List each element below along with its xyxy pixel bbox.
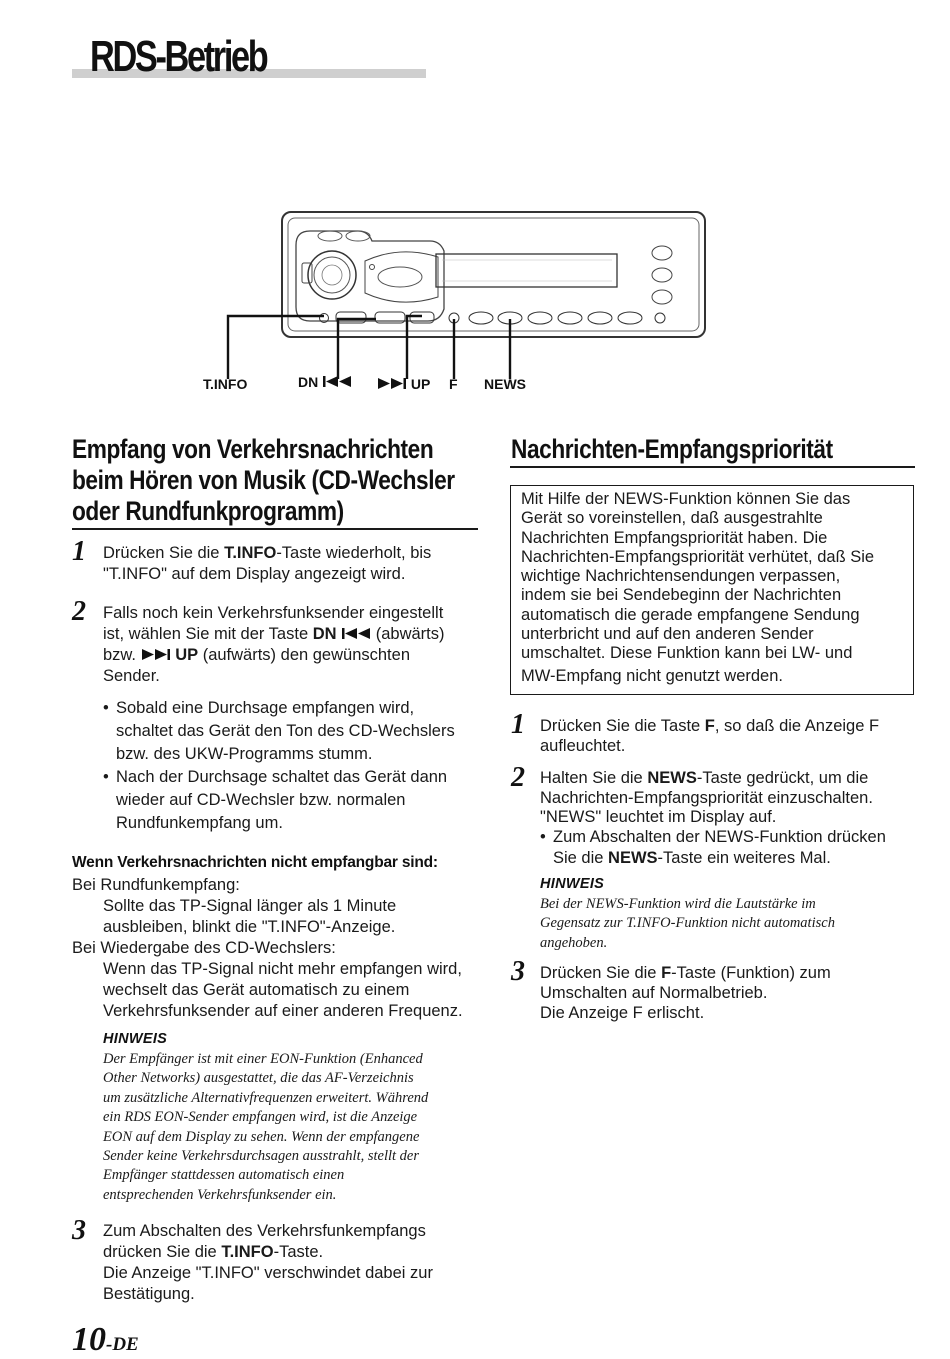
bullet-line: Rundfunkempfang um.: [116, 814, 283, 832]
info-line: automatisch die gerade empfangene Sendung: [521, 605, 860, 624]
bullet-line: Nach der Durchsage schaltet das Gerät dann: [116, 768, 448, 786]
bold-text-run: UP: [175, 646, 199, 664]
bullet-line: bzw. des UKW-Programms stumm.: [116, 745, 373, 763]
info-line: umschaltet. Diese Funktion kann bei LW- und: [521, 644, 853, 663]
radio-text-line-2: ausbleiben, blinkt die "T.INFO"-Anzeige.: [103, 918, 396, 936]
skip-forward-icon: [377, 377, 407, 390]
label-up: [377, 376, 430, 392]
text-run: -Taste (Funktion) zum: [671, 964, 831, 982]
right-step-3-line-1: [540, 963, 920, 983]
right-heading-rule: [510, 466, 915, 468]
right-step-1-line-1: [540, 716, 920, 736]
left-step-1-text: [103, 543, 483, 585]
right-step-3-line-3: Die Anzeige F erlischt.: [540, 1004, 705, 1022]
text-run: Drücken Sie die: [540, 964, 662, 982]
skip-forward-icon: [141, 648, 171, 661]
page-title: RDS-Betrieb: [90, 32, 267, 81]
bullet-line: Sobald eine Durchsage empfangen wird,: [116, 699, 415, 717]
text-run: -Taste.: [273, 1243, 324, 1261]
label-f: F: [449, 376, 458, 392]
text-run: drücken Sie die: [103, 1243, 222, 1261]
info-line: Nachrichten Empfangspriorität haben. Die: [521, 528, 828, 547]
left-step-2-line-2: [103, 624, 483, 645]
right-step-2-line-2: Nachrichten-Empfangspriorität einzuschalten.: [540, 788, 873, 807]
hinweis-line: Der Empfänger ist mit einer EON-Funktion (Enhanced: [103, 1051, 423, 1067]
text-run: Drücken Sie die: [103, 544, 225, 562]
bold-text-run: F: [704, 717, 715, 735]
left-step-3-line-4: Bestätigung.: [103, 1285, 195, 1303]
bullet-dot: •: [540, 827, 546, 846]
hinweis-line: entsprechenden Verkehrsfunksender ein.: [103, 1186, 337, 1203]
right-step-1-number: 1: [511, 709, 525, 740]
left-heading-line-3: oder Rundfunkprogramm): [72, 496, 344, 526]
right-step-2-number: 2: [511, 762, 525, 793]
left-hinweis-title: HINWEIS: [103, 1031, 168, 1047]
cd-text-line-1: Wenn das TP-Signal nicht mehr empfangen wird,: [103, 960, 462, 978]
text-run: Drücken Sie die Taste: [540, 717, 705, 735]
left-step-3-text: [103, 1221, 483, 1305]
text-run: , so daß die Anzeige F: [714, 717, 880, 735]
skip-back-icon: [322, 375, 352, 388]
right-hinweis-title: HINWEIS: [540, 876, 605, 892]
left-heading-line-2: beim Hören von Musik (CD-Wechsler: [72, 465, 455, 495]
hinweis-line: Empfänger stattdessen automatisch einen: [103, 1167, 345, 1184]
text-run: -Taste wiederholt, bis: [276, 544, 432, 562]
info-line: Nachrichten-Empfangspriorität verhütet, daß Sie: [521, 547, 875, 566]
bold-text-run: DN: [312, 625, 337, 643]
text-run: (abwärts): [371, 625, 445, 643]
bullet-line: [553, 849, 925, 869]
right-heading: Nachrichten-Empfangspriorität: [511, 434, 833, 464]
text-run: bzw.: [103, 646, 141, 664]
info-line: Gerät so voreinstellen, daß ausgestrahlte: [521, 509, 823, 528]
left-step-3-number: 3: [72, 1215, 86, 1246]
right-step-2-line-3: "NEWS" leuchtet im Display auf.: [540, 808, 777, 826]
left-step-2-line-3: [103, 645, 483, 666]
bold-text-run: NEWS: [608, 849, 658, 867]
left-heading-line-1: Empfang von Verkehrsnachrichten: [72, 434, 434, 464]
hinweis-line: Gegensatz zur T.INFO-Funktion nicht automatisch: [540, 915, 835, 932]
hinweis-line: Bei der NEWS-Funktion wird die Lautstärke im: [540, 896, 816, 912]
right-step-3-text: [540, 963, 920, 1023]
right-step-3-line-2: Umschalten auf Normalbetrieb.: [540, 984, 768, 1002]
skip-back-icon: [341, 627, 371, 640]
news-info-text: [521, 490, 906, 686]
left-step-1-line-2: "T.INFO" auf dem Display angezeigt wird.: [103, 565, 406, 583]
bullet-dot: •: [103, 768, 109, 786]
label-dn: [298, 374, 352, 390]
no-traffic-subheading: Wenn Verkehrsnachrichten nicht empfangbar sind:: [72, 854, 438, 871]
bold-text-run: T.INFO: [224, 544, 277, 562]
label-news: NEWS: [484, 376, 526, 392]
text-run: -Taste gedrückt, um die: [696, 769, 869, 787]
bold-text-run: T.INFO: [221, 1243, 274, 1261]
hinweis-line: Sender keine Verkehrsdurchsagen ausstrahlt, stellt der: [103, 1148, 419, 1165]
left-hinweis-text: [103, 1050, 483, 1205]
hinweis-line: angehoben.: [540, 934, 608, 951]
bold-text-run: F: [661, 964, 672, 982]
bullet-dot: •: [103, 699, 109, 717]
text-run: ist, wählen Sie mit der Taste: [103, 625, 313, 643]
right-step-1-text: [540, 716, 920, 756]
label-tinfo: T.INFO: [203, 376, 248, 392]
text-run: -Taste ein weiteres Mal.: [657, 849, 831, 867]
left-step-2-number: 2: [72, 596, 86, 627]
left-bullet-1: [103, 697, 483, 766]
radio-label: Bei Rundfunkempfang:: [72, 876, 240, 894]
info-line: unterbricht und auf den anderen Sender: [521, 625, 814, 644]
radio-text-line-1: Sollte das TP-Signal länger als 1 Minute: [103, 897, 397, 915]
info-line: indem sie bei Sendebeginn der Nachrichten: [521, 586, 842, 605]
left-step-2-line-4: Sender.: [103, 667, 160, 685]
info-line: wichtige Nachrichtensendungen verpassen,: [521, 567, 841, 586]
left-step-2-line-1: Falls noch kein Verkehrsfunksender eingestellt: [103, 604, 444, 622]
left-step-2-text: [103, 603, 483, 687]
label-dn-text: DN: [298, 374, 319, 390]
info-line: MW-Empfang nicht genutzt werden.: [521, 666, 783, 685]
text-run: Sie die: [553, 849, 609, 867]
label-up-text: UP: [410, 376, 431, 392]
bullet-line: wieder auf CD-Wechsler bzw. normalen: [116, 791, 406, 809]
right-hinweis-text: [540, 895, 920, 953]
hinweis-line: EON auf dem Display zu sehen. Wenn der empfangene: [103, 1128, 420, 1145]
page-number-suffix: -DE: [106, 1334, 139, 1355]
hinweis-line: um zusätzliche Alternativfrequenzen erweitert. Während: [103, 1089, 429, 1106]
page-number: [72, 1321, 139, 1359]
left-step-1-line-1: [103, 543, 483, 564]
left-step-3-line-3: Die Anzeige "T.INFO" verschwindet dabei zur: [103, 1264, 433, 1282]
right-step-2-bullet: [540, 828, 925, 869]
right-step-1-line-2: aufleuchtet.: [540, 737, 626, 755]
cd-text-line-3: Verkehrsfunksender auf einer anderen Frequenz.: [103, 1002, 463, 1020]
left-step-3-line-2: [103, 1242, 483, 1263]
no-traffic-details: [72, 875, 482, 1022]
bullet-line: Zum Abschalten der NEWS-Funktion drücken: [553, 827, 886, 846]
cd-label: Bei Wiedergabe des CD-Wechslers:: [72, 939, 336, 957]
hinweis-line: ein RDS EON-Sender empfangen wird, ist die Anzeige: [103, 1109, 418, 1126]
info-line: Mit Hilfe der NEWS-Funktion können Sie das: [521, 490, 851, 508]
right-step-2-text: [540, 769, 925, 869]
left-heading-rule: [72, 528, 478, 530]
text-run: Halten Sie die: [540, 769, 648, 787]
page-number-value: 10: [72, 1321, 106, 1358]
right-step-3-number: 3: [511, 956, 525, 987]
car-stereo-illustration: [200, 205, 720, 380]
bullet-line: schaltet das Gerät den Ton des CD-Wechslers: [116, 722, 455, 740]
hinweis-line: Other Networks) ausgestattet, die das AF-Verzeichnis: [103, 1070, 414, 1087]
left-step-3-line-1: Zum Abschalten des Verkehrsfunkempfangs: [103, 1222, 426, 1240]
bold-text-run: NEWS: [647, 769, 697, 787]
cd-text-line-2: wechselt das Gerät automatisch zu einem: [103, 981, 410, 999]
left-bullet-2: [103, 766, 483, 835]
right-step-2-line-1: [540, 769, 925, 789]
left-step-1-number: 1: [72, 536, 86, 567]
text-run: (aufwärts) den gewünschten: [198, 646, 410, 664]
